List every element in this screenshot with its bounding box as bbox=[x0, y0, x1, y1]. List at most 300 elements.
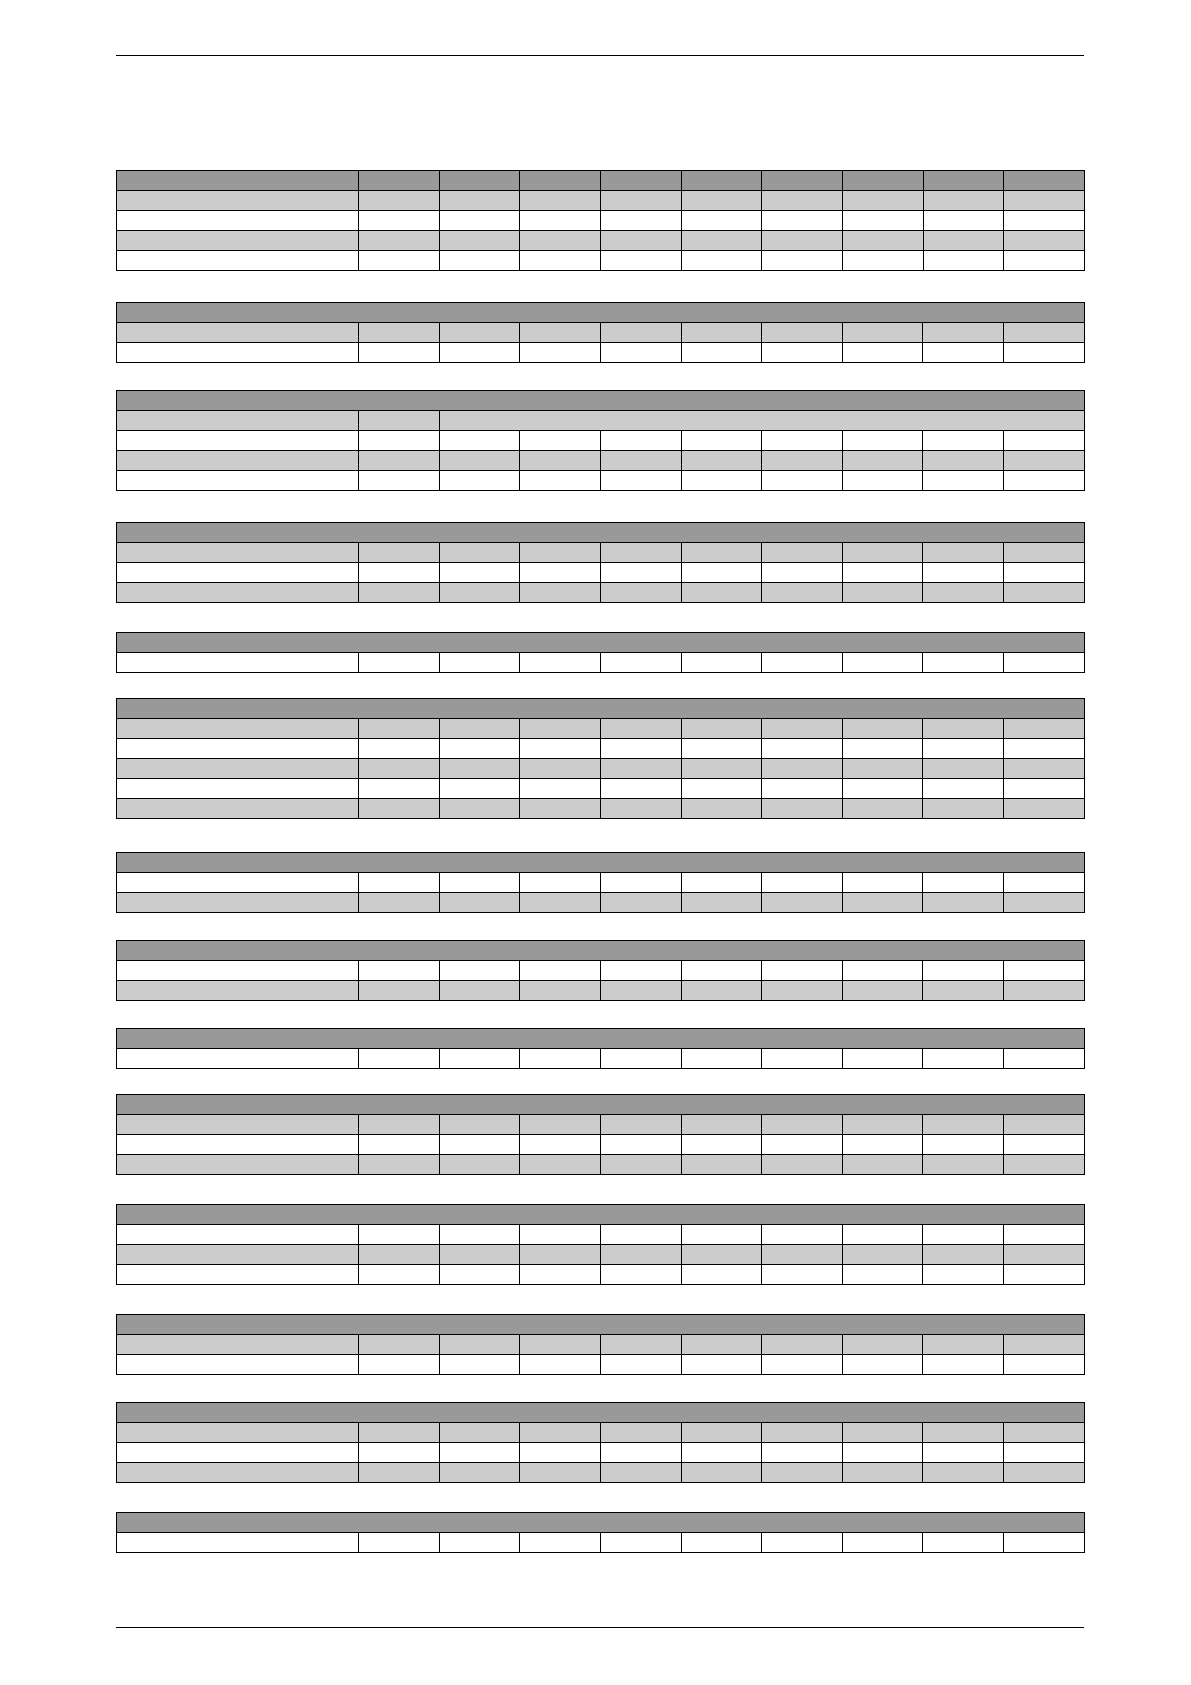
table-row bbox=[117, 211, 1085, 231]
table-cell bbox=[117, 1533, 359, 1553]
table-cell bbox=[842, 251, 923, 271]
table-row bbox=[117, 1335, 1085, 1355]
table-cell bbox=[600, 543, 681, 563]
table-cell bbox=[842, 1265, 923, 1285]
table-cell bbox=[762, 1225, 843, 1245]
table-cell bbox=[520, 1355, 601, 1375]
table-cell bbox=[359, 231, 440, 251]
table-cell bbox=[1004, 343, 1085, 363]
table-cell bbox=[520, 1245, 601, 1265]
table-cell bbox=[842, 1245, 923, 1265]
table-cell bbox=[358, 739, 439, 759]
table-cell bbox=[117, 251, 359, 271]
table-cell bbox=[1004, 1225, 1085, 1245]
table-cell bbox=[681, 1245, 762, 1265]
table-cell bbox=[1004, 563, 1085, 583]
table-cell bbox=[842, 583, 923, 603]
table-5 bbox=[116, 632, 1085, 673]
table-cell bbox=[520, 211, 601, 231]
table-cell bbox=[923, 873, 1004, 893]
table-cell bbox=[1004, 191, 1085, 211]
header-rule bbox=[116, 55, 1084, 56]
table-cell bbox=[439, 323, 520, 343]
table-cell bbox=[600, 231, 681, 251]
table-cell bbox=[681, 251, 762, 271]
table-cell bbox=[520, 1463, 601, 1483]
table-cell bbox=[1004, 653, 1085, 673]
table-cell bbox=[439, 451, 520, 471]
table-cell bbox=[842, 563, 923, 583]
table-cell bbox=[923, 1225, 1004, 1245]
table-cell bbox=[117, 699, 1085, 719]
table-cell bbox=[358, 873, 439, 893]
table-cell bbox=[842, 191, 923, 211]
table-cell bbox=[600, 1049, 681, 1069]
table-cell bbox=[600, 779, 681, 799]
table-cell bbox=[358, 1423, 439, 1443]
table-cell bbox=[117, 1265, 359, 1285]
table-row bbox=[117, 799, 1085, 819]
table-cell bbox=[520, 893, 601, 913]
table-cell bbox=[842, 1533, 923, 1553]
table-cell bbox=[842, 451, 923, 471]
table-cell bbox=[923, 981, 1004, 1001]
table-cell bbox=[762, 1355, 843, 1375]
table-cell bbox=[439, 1355, 520, 1375]
table-cell bbox=[1004, 1049, 1085, 1069]
table-cell bbox=[600, 1245, 681, 1265]
table-cell bbox=[923, 719, 1004, 739]
footer-rule bbox=[116, 1627, 1084, 1628]
table-cell bbox=[439, 1155, 520, 1175]
table-cell bbox=[600, 471, 681, 491]
table-cell bbox=[842, 231, 923, 251]
table-cell bbox=[923, 1443, 1004, 1463]
table-cell bbox=[600, 981, 681, 1001]
table-cell bbox=[923, 1049, 1004, 1069]
table-cell bbox=[600, 251, 681, 271]
table-cell bbox=[117, 653, 359, 673]
table-cell bbox=[439, 1115, 520, 1135]
table-cell bbox=[923, 653, 1004, 673]
table-cell bbox=[520, 171, 601, 191]
table-cell bbox=[923, 171, 1004, 191]
table-cell bbox=[762, 1135, 843, 1155]
table-2 bbox=[116, 302, 1085, 363]
table-cell bbox=[923, 471, 1004, 491]
table-cell bbox=[358, 779, 439, 799]
table-cell bbox=[923, 231, 1004, 251]
table-cell bbox=[358, 1463, 439, 1483]
table-cell bbox=[439, 893, 520, 913]
table-cell bbox=[681, 779, 762, 799]
table-cell bbox=[600, 1463, 681, 1483]
table-cell bbox=[762, 1265, 843, 1285]
table-cell bbox=[762, 451, 843, 471]
table-cell bbox=[762, 1245, 843, 1265]
table-cell bbox=[762, 779, 843, 799]
table-cell bbox=[117, 191, 359, 211]
table-cell bbox=[117, 1135, 359, 1155]
table-cell bbox=[1004, 1533, 1085, 1553]
table-cell bbox=[439, 719, 520, 739]
table-cell bbox=[681, 981, 762, 1001]
table-cell bbox=[1004, 1335, 1085, 1355]
table-cell bbox=[923, 1423, 1004, 1443]
table-cell bbox=[520, 543, 601, 563]
table-cell bbox=[1004, 719, 1085, 739]
table-cell bbox=[439, 961, 520, 981]
table-row bbox=[117, 231, 1085, 251]
table-cell bbox=[520, 1533, 601, 1553]
table-row bbox=[117, 1155, 1085, 1175]
table-cell bbox=[600, 719, 681, 739]
table-13 bbox=[116, 1402, 1085, 1483]
table-cell bbox=[358, 1355, 439, 1375]
table-cell bbox=[762, 231, 843, 251]
table-cell bbox=[762, 251, 843, 271]
table-cell bbox=[520, 431, 601, 451]
table-cell bbox=[117, 431, 359, 451]
table-cell bbox=[439, 779, 520, 799]
table-cell bbox=[1004, 171, 1085, 191]
table-cell bbox=[358, 1049, 439, 1069]
table-cell bbox=[681, 739, 762, 759]
table-cell bbox=[117, 779, 359, 799]
table-cell bbox=[117, 303, 1085, 323]
table-header-row bbox=[117, 941, 1085, 961]
table-cell bbox=[117, 343, 359, 363]
table-cell bbox=[923, 1245, 1004, 1265]
table-cell bbox=[762, 583, 843, 603]
table-cell bbox=[358, 893, 439, 913]
table-cell bbox=[1004, 739, 1085, 759]
table-cell bbox=[923, 961, 1004, 981]
table-cell bbox=[842, 171, 923, 191]
table-cell bbox=[681, 759, 762, 779]
table-cell bbox=[600, 1155, 681, 1175]
table-header-row bbox=[117, 303, 1085, 323]
table-header-row bbox=[117, 391, 1085, 411]
table-row bbox=[117, 719, 1085, 739]
table-cell bbox=[358, 961, 439, 981]
table-cell bbox=[681, 893, 762, 913]
table-header-row bbox=[117, 1095, 1085, 1115]
table-cell bbox=[681, 1049, 762, 1069]
table-cell bbox=[520, 191, 601, 211]
table-cell bbox=[1004, 231, 1085, 251]
table-cell bbox=[359, 251, 440, 271]
table-cell bbox=[681, 1463, 762, 1483]
table-row bbox=[117, 1355, 1085, 1375]
table-cell bbox=[358, 431, 439, 451]
table-header-row bbox=[117, 1513, 1085, 1533]
table-cell bbox=[681, 211, 762, 231]
table-row bbox=[117, 1115, 1085, 1135]
table-row bbox=[117, 893, 1085, 913]
table-cell bbox=[520, 759, 601, 779]
table-cell bbox=[681, 1443, 762, 1463]
table-cell bbox=[439, 471, 520, 491]
table-cell bbox=[1004, 1265, 1085, 1285]
table-cell bbox=[600, 1443, 681, 1463]
table-cell bbox=[1004, 1155, 1085, 1175]
table-cell bbox=[520, 653, 601, 673]
table-cell bbox=[600, 799, 681, 819]
table-cell bbox=[923, 343, 1004, 363]
table-cell bbox=[358, 471, 439, 491]
table-1 bbox=[116, 170, 1085, 271]
table-cell bbox=[762, 1049, 843, 1069]
table-cell bbox=[520, 1225, 601, 1245]
table-cell bbox=[600, 171, 681, 191]
table-cell bbox=[117, 1443, 359, 1463]
table-8 bbox=[116, 940, 1085, 1001]
table-cell bbox=[681, 1423, 762, 1443]
table-cell bbox=[117, 1315, 1085, 1335]
table-cell bbox=[1004, 211, 1085, 231]
table-cell bbox=[358, 799, 439, 819]
table-row bbox=[117, 1225, 1085, 1245]
table-cell bbox=[439, 799, 520, 819]
table-header-row bbox=[117, 699, 1085, 719]
table-cell bbox=[842, 1335, 923, 1355]
table-cell bbox=[923, 779, 1004, 799]
table-cell bbox=[681, 1335, 762, 1355]
table-cell bbox=[520, 719, 601, 739]
table-cell bbox=[681, 431, 762, 451]
table-cell bbox=[520, 1335, 601, 1355]
table-row bbox=[117, 873, 1085, 893]
table-cell bbox=[681, 451, 762, 471]
table-cell bbox=[117, 1205, 1085, 1225]
table-cell bbox=[439, 543, 520, 563]
table-cell bbox=[762, 1463, 843, 1483]
table-cell bbox=[762, 981, 843, 1001]
table-cell bbox=[923, 1115, 1004, 1135]
table-cell bbox=[520, 739, 601, 759]
table-row bbox=[117, 563, 1085, 583]
table-cell bbox=[117, 1155, 359, 1175]
table-cell bbox=[358, 451, 439, 471]
table-row bbox=[117, 1533, 1085, 1553]
table-cell bbox=[358, 653, 439, 673]
table-cell bbox=[600, 961, 681, 981]
table-cell bbox=[762, 961, 843, 981]
table-cell bbox=[762, 171, 843, 191]
table-cell bbox=[117, 981, 359, 1001]
table-cell bbox=[600, 1225, 681, 1245]
table-cell bbox=[842, 1423, 923, 1443]
table-row bbox=[117, 779, 1085, 799]
table-cell bbox=[600, 1265, 681, 1285]
table-row bbox=[117, 1265, 1085, 1285]
table-cell bbox=[842, 961, 923, 981]
table-cell bbox=[842, 739, 923, 759]
table-cell bbox=[1004, 799, 1085, 819]
table-cell bbox=[117, 873, 359, 893]
table-cell bbox=[439, 1463, 520, 1483]
table-cell bbox=[681, 1225, 762, 1245]
table-cell bbox=[842, 1135, 923, 1155]
table-cell bbox=[923, 1135, 1004, 1155]
table-cell bbox=[439, 251, 520, 271]
table-cell bbox=[439, 411, 1084, 431]
table-row bbox=[117, 1135, 1085, 1155]
table-cell bbox=[439, 563, 520, 583]
table-cell bbox=[520, 1423, 601, 1443]
table-cell bbox=[439, 171, 520, 191]
table-row bbox=[117, 1443, 1085, 1463]
table-cell bbox=[117, 799, 359, 819]
table-cell bbox=[923, 1355, 1004, 1375]
table-cell bbox=[923, 1265, 1004, 1285]
table-cell bbox=[117, 1115, 359, 1135]
table-cell bbox=[762, 1155, 843, 1175]
table-cell bbox=[762, 893, 843, 913]
table-cell bbox=[117, 1403, 1085, 1423]
table-cell bbox=[520, 251, 601, 271]
table-cell bbox=[762, 323, 843, 343]
table-cell bbox=[439, 653, 520, 673]
table-cell bbox=[842, 1463, 923, 1483]
table-row bbox=[117, 739, 1085, 759]
table-9 bbox=[116, 1028, 1085, 1069]
table-cell bbox=[439, 981, 520, 1001]
table-10 bbox=[116, 1094, 1085, 1175]
table-row bbox=[117, 543, 1085, 563]
table-cell bbox=[681, 653, 762, 673]
table-cell bbox=[1004, 1245, 1085, 1265]
table-cell bbox=[520, 323, 601, 343]
table-6 bbox=[116, 698, 1085, 819]
table-cell bbox=[117, 171, 359, 191]
table-cell bbox=[1004, 873, 1085, 893]
table-header-row bbox=[117, 1029, 1085, 1049]
table-cell bbox=[359, 211, 440, 231]
table-cell bbox=[681, 191, 762, 211]
table-cell bbox=[439, 431, 520, 451]
table-cell bbox=[358, 1265, 439, 1285]
table-cell bbox=[842, 1355, 923, 1375]
table-cell bbox=[762, 739, 843, 759]
table-cell bbox=[600, 1335, 681, 1355]
table-cell bbox=[923, 1155, 1004, 1175]
table-cell bbox=[117, 941, 1085, 961]
table-cell bbox=[762, 759, 843, 779]
table-row bbox=[117, 653, 1085, 673]
table-cell bbox=[439, 1225, 520, 1245]
table-cell bbox=[923, 451, 1004, 471]
table-cell bbox=[842, 893, 923, 913]
table-cell bbox=[439, 211, 520, 231]
table-cell bbox=[1004, 1355, 1085, 1375]
table-cell bbox=[358, 981, 439, 1001]
table-cell bbox=[762, 1335, 843, 1355]
table-cell bbox=[520, 1115, 601, 1135]
table-cell bbox=[923, 799, 1004, 819]
table-cell bbox=[923, 739, 1004, 759]
table-cell bbox=[358, 1155, 439, 1175]
table-cell bbox=[117, 893, 359, 913]
table-cell bbox=[439, 1443, 520, 1463]
table-cell bbox=[358, 1443, 439, 1463]
table-row bbox=[117, 471, 1085, 491]
table-cell bbox=[600, 1115, 681, 1135]
table-cell bbox=[117, 231, 359, 251]
table-cell bbox=[1004, 759, 1085, 779]
table-cell bbox=[117, 583, 359, 603]
table-row bbox=[117, 323, 1085, 343]
table-cell bbox=[923, 323, 1004, 343]
table-cell bbox=[117, 1513, 1085, 1533]
table-cell bbox=[117, 719, 359, 739]
table-cell bbox=[1004, 961, 1085, 981]
table-cell bbox=[842, 323, 923, 343]
table-cell bbox=[681, 231, 762, 251]
table-cell bbox=[600, 759, 681, 779]
table-cell bbox=[439, 1135, 520, 1155]
table-cell bbox=[842, 1225, 923, 1245]
table-cell bbox=[842, 471, 923, 491]
table-cell bbox=[117, 523, 1085, 543]
table-cell bbox=[681, 1355, 762, 1375]
table-cell bbox=[520, 1155, 601, 1175]
table-row bbox=[117, 759, 1085, 779]
table-cell bbox=[600, 583, 681, 603]
table-cell bbox=[117, 1355, 359, 1375]
table-cell bbox=[923, 251, 1004, 271]
table-cell bbox=[1004, 543, 1085, 563]
table-cell bbox=[923, 1533, 1004, 1553]
table-row bbox=[117, 343, 1085, 363]
table-cell bbox=[681, 563, 762, 583]
table-cell bbox=[117, 739, 359, 759]
table-cell bbox=[923, 759, 1004, 779]
table-cell bbox=[600, 1355, 681, 1375]
table-cell bbox=[923, 191, 1004, 211]
table-cell bbox=[117, 1463, 359, 1483]
table-cell bbox=[762, 431, 843, 451]
table-cell bbox=[520, 1049, 601, 1069]
table-cell bbox=[762, 1533, 843, 1553]
table-cell bbox=[842, 1115, 923, 1135]
table-cell bbox=[520, 799, 601, 819]
table-cell bbox=[520, 779, 601, 799]
table-cell bbox=[762, 563, 843, 583]
table-row bbox=[117, 1049, 1085, 1069]
table-cell bbox=[842, 779, 923, 799]
table-cell bbox=[842, 719, 923, 739]
table-cell bbox=[681, 1135, 762, 1155]
table-cell bbox=[520, 471, 601, 491]
table-cell bbox=[439, 1335, 520, 1355]
table-cell bbox=[520, 343, 601, 363]
table-cell bbox=[117, 391, 1085, 411]
table-cell bbox=[842, 799, 923, 819]
table-cell bbox=[1004, 1463, 1085, 1483]
table-cell bbox=[762, 543, 843, 563]
table-cell bbox=[439, 583, 520, 603]
table-cell bbox=[681, 471, 762, 491]
table-header-row bbox=[117, 633, 1085, 653]
table-cell bbox=[600, 873, 681, 893]
table-row bbox=[117, 451, 1085, 471]
table-14 bbox=[116, 1512, 1085, 1553]
table-cell bbox=[1004, 323, 1085, 343]
table-row bbox=[117, 251, 1085, 271]
table-cell bbox=[117, 759, 359, 779]
